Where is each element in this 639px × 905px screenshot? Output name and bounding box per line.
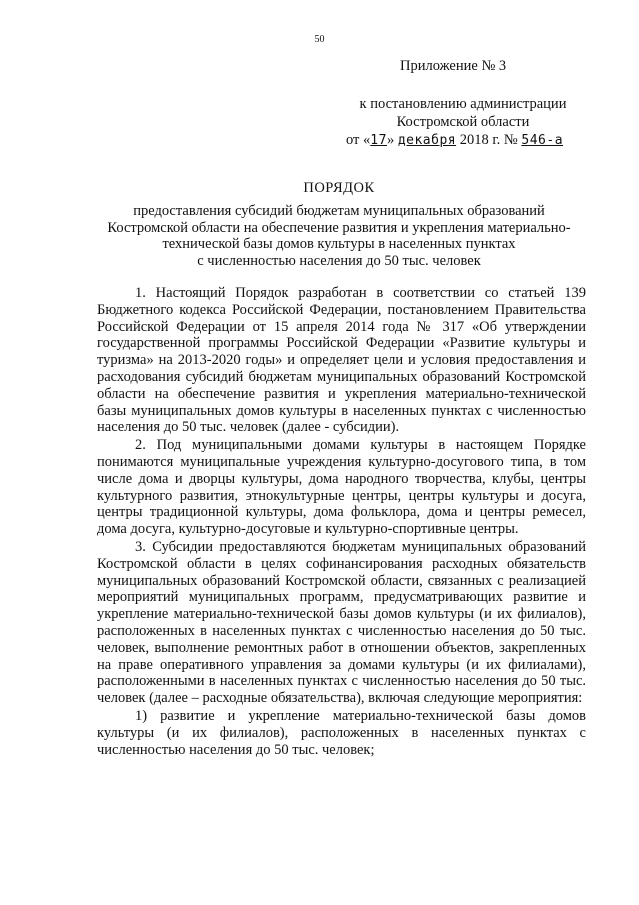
paragraph-2: 2. Под муниципальными домами культуры в настоящем Порядке понимаются муниципальные учреждения культурно-досугового типа, в том числе дома и дворцы культуры, дома народного творчества, клубы, центры культурного развития, этнокультурные центры, центры культуры и досуга, центры традиционной культуры, дома фольклора, дома и центры ремесел, дома досуга, культурно-досуговые и культурно-спортивные центры. — [97, 437, 586, 538]
decree-line-1: к постановлению администрации — [359, 96, 567, 112]
decree-day: 17 — [370, 133, 387, 148]
date-mid: » — [386, 132, 398, 148]
date-year: 2018 г. № — [456, 132, 522, 148]
subtitle-line: технической базы домов культуры в населенных пунктах — [162, 236, 516, 253]
decree-reference — [338, 95, 588, 150]
paragraph-3-item-1: 1) развитие и укрепление материально-технической базы домов культуры (и их филиалов), расположенных в населенных пунктах с численностью населения до 50 тыс. человек; — [97, 707, 586, 758]
subtitle-line: с численностью населения до 50 тыс. человек — [197, 253, 481, 270]
decree-date — [338, 131, 588, 150]
appendix-heading: Приложение № 3 — [400, 58, 507, 74]
date-prefix: от « — [346, 132, 371, 148]
page-number: 50 — [314, 34, 325, 45]
decree-number: 546-а — [521, 133, 564, 148]
paragraph-3: 3. Субсидии предоставляются бюджетам муниципальных образований Костромской области в целях софинансирования расходных обязательств муниципальных образований Костромской области, связанных с реализацией мероприятий муниципальных программ, предусматривающих развитие и укрепление материально-технической базы домов культуры (и их филиалов), расположенных в населенных пунктах с численностью населения до 50 тыс. человек, выполнение ремонтных работ в отношении объектов, закрепленных на праве оперативного управления за домами культуры (и их филиалами), расположенными в населенных пунктах с численностью населения до 50 тыс. человек (далее – расходные обязательства), включая следующие мероприятия: — [97, 538, 586, 707]
decree-line-2: Костромской области — [396, 114, 530, 130]
document-title: ПОРЯДОК — [303, 180, 375, 196]
paragraph-1: 1. Настоящий Порядок разработан в соответствии со статьей 139 Бюджетного кодекса Российской Федерации, постановлением Правительства Российской Федерации от 15 апреля 2014 года № 317 «Об утверждении государственной программы Российской Федерации «Развитие культуры и туризма» на 2013-2020 годы» и определяет цели и условия предоставления и расходования субсидий бюджетам муниципальных образований Костромской области на обеспечение развития и укрепления материально-технической базы муниципальных домов культуры в населенных пунктах с численностью населения до 50 тыс. человек (далее - субсидии). — [97, 285, 586, 436]
subtitle-line: предоставления субсидий бюджетам муниципальных образований — [133, 202, 545, 219]
document-title-block — [94, 180, 584, 270]
decree-month: декабря — [397, 133, 457, 148]
subtitle-line: Костромской области на обеспечение развития и укрепления материально- — [107, 219, 571, 236]
document-body — [97, 285, 586, 759]
